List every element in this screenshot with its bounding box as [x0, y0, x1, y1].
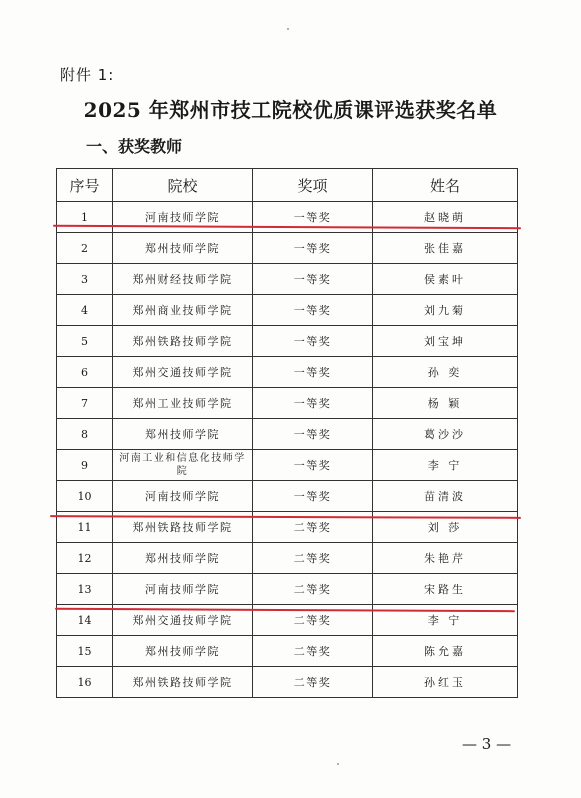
row-seq: 10 [57, 481, 113, 512]
table-row [57, 295, 518, 326]
table-row [57, 264, 518, 295]
table-row [57, 667, 518, 698]
row-name: 李 宁 [373, 450, 518, 481]
row-award: 一等奖 [253, 388, 373, 419]
row-name: 孙红玉 [373, 667, 518, 698]
table-row [57, 543, 518, 574]
table-row [57, 481, 518, 512]
row-seq: 8 [57, 419, 113, 450]
row-school: 郑州铁路技师学院 [113, 667, 253, 698]
row-seq: 2 [57, 233, 113, 264]
row-name: 杨 颖 [373, 388, 518, 419]
row-award: 一等奖 [253, 357, 373, 388]
row-name: 刘 莎 [373, 512, 518, 543]
row-school: 河南技师学院 [113, 574, 253, 605]
table-row [57, 326, 518, 357]
table-row [57, 636, 518, 667]
row-award: 一等奖 [253, 481, 373, 512]
row-award: 一等奖 [253, 450, 373, 481]
row-seq: 15 [57, 636, 113, 667]
page-number: — 3 — [462, 735, 512, 753]
row-school: 河南工业和信息化技师学院 [113, 450, 253, 481]
column-header-school: 院校 [113, 169, 253, 202]
row-name: 朱艳芹 [373, 543, 518, 574]
row-seq: 12 [57, 543, 113, 574]
row-seq: 9 [57, 450, 113, 481]
document-title: 2025 年郑州市技工院校优质课评选获奖名单 [83, 98, 498, 122]
row-award: 二等奖 [253, 574, 373, 605]
row-award: 一等奖 [253, 264, 373, 295]
row-award: 二等奖 [253, 543, 373, 574]
table-row [57, 419, 518, 450]
row-school: 郑州财经技师学院 [113, 264, 253, 295]
row-seq: 7 [57, 388, 113, 419]
row-award: 二等奖 [253, 605, 373, 636]
row-name: 宋路生 [373, 574, 518, 605]
row-name: 苗清波 [373, 481, 518, 512]
row-award: 二等奖 [253, 636, 373, 667]
row-award: 一等奖 [253, 202, 373, 233]
row-name: 葛沙沙 [373, 419, 518, 450]
table-row [57, 233, 518, 264]
row-seq: 16 [57, 667, 113, 698]
row-seq: 13 [57, 574, 113, 605]
row-award: 二等奖 [253, 512, 373, 543]
row-school: 郑州交通技师学院 [113, 357, 253, 388]
section-heading: 一、获奖教师 [86, 137, 183, 156]
attachment-label: 附件 1: [60, 66, 115, 84]
row-school: 郑州工业技师学院 [113, 388, 253, 419]
row-school: 郑州技师学院 [113, 543, 253, 574]
row-name: 赵晓萌 [373, 202, 518, 233]
row-school: 郑州交通技师学院 [113, 605, 253, 636]
row-name: 陈允嘉 [373, 636, 518, 667]
row-seq: 11 [57, 512, 113, 543]
row-school: 郑州技师学院 [113, 233, 253, 264]
row-name: 刘九菊 [373, 295, 518, 326]
column-header-seq: 序号 [57, 169, 113, 202]
row-seq: 1 [57, 202, 113, 233]
column-header-award: 奖项 [253, 169, 373, 202]
table-row [57, 450, 518, 481]
row-school: 郑州技师学院 [113, 419, 253, 450]
scan-speck [337, 763, 339, 765]
row-name: 孙 奕 [373, 357, 518, 388]
table-row [57, 357, 518, 388]
row-award: 一等奖 [253, 233, 373, 264]
row-name: 刘宝坤 [373, 326, 518, 357]
row-award: 一等奖 [253, 326, 373, 357]
row-school: 郑州商业技师学院 [113, 295, 253, 326]
table-row [57, 388, 518, 419]
award-table [56, 168, 518, 698]
row-seq: 6 [57, 357, 113, 388]
row-award: 一等奖 [253, 295, 373, 326]
table-row [57, 574, 518, 605]
row-school: 河南技师学院 [113, 481, 253, 512]
table-header-row [57, 169, 518, 202]
row-name: 侯素叶 [373, 264, 518, 295]
row-name: 张佳嘉 [373, 233, 518, 264]
row-seq: 5 [57, 326, 113, 357]
row-school: 河南技师学院 [113, 202, 253, 233]
row-school: 郑州铁路技师学院 [113, 512, 253, 543]
row-award: 一等奖 [253, 419, 373, 450]
column-header-name: 姓名 [373, 169, 518, 202]
row-name: 李 宁 [373, 605, 518, 636]
row-seq: 4 [57, 295, 113, 326]
row-school: 郑州铁路技师学院 [113, 326, 253, 357]
row-seq: 14 [57, 605, 113, 636]
scan-speck [287, 28, 289, 30]
row-award: 二等奖 [253, 667, 373, 698]
row-school: 郑州技师学院 [113, 636, 253, 667]
row-seq: 3 [57, 264, 113, 295]
